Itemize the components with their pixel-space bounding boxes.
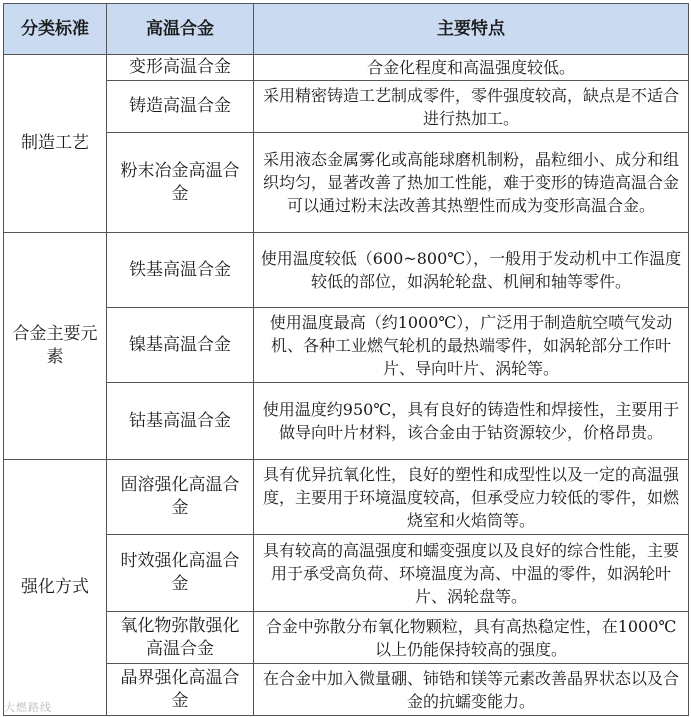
header-alloy: 高温合金 [107,4,254,55]
feature-cell: 合金中弥散分布氧化物颗粒，具有高热稳定性，在1000℃以上仍能保持较高的强度。 [254,612,689,664]
feature-cell: 具有较高的高温强度和蠕变强度以及良好的综合性能，主要用于承受高负荷、环境温度为高、中温的零件，如涡轮叶片、涡轮盘等。 [254,535,689,612]
watermark: 大燃路线 [4,701,52,714]
alloy-name-cell: 氧化物弥散强化高温合金 [107,612,254,664]
table-row [4,664,689,716]
header-category: 分类标准 [4,4,107,55]
alloy-name-cell: 粉末冶金高温合金 [107,133,254,233]
feature-cell: 使用温度较低（600~800℃），一般用于发动机中工作温度较低的部位，如涡轮轮盘、机闸和轴等零件。 [254,233,689,308]
header-features: 主要特点 [254,4,689,55]
alloy-name-cell: 晶界强化高温合金 [107,664,254,716]
alloy-name-cell: 固溶强化高温合金 [107,460,254,535]
feature-cell: 合金化程度和高温强度较低。 [254,55,689,81]
alloy-name-cell: 镍基高温合金 [107,308,254,383]
feature-cell: 使用温度最高（约1000℃），广泛用于制造航空喷气发动机、各种工业燃气轮机的最热端零件，如涡轮部分工作叶片、导向叶片、涡轮等。 [254,308,689,383]
alloy-name-cell: 变形高温合金 [107,55,254,81]
feature-cell: 具有优异抗氧化性，良好的塑性和成型性以及一定的高温强度，主要用于环境温度较高，但承受应力较低的零件，如燃烧室和火焰筒等。 [254,460,689,535]
table-row [4,133,689,233]
table-row [4,383,689,460]
alloy-name-cell: 铁基高温合金 [107,233,254,308]
table-row [4,81,689,133]
superalloy-classification-table [3,3,689,716]
table-row [4,308,689,383]
category-cell: 合金主要元素 [4,233,107,460]
feature-cell: 在合金中加入微量硼、铈锆和镁等元素改善晶界状态以及合金的抗蠕变能力。 [254,664,689,716]
table-row [4,460,689,535]
table-row [4,55,689,81]
feature-cell: 采用精密铸造工艺制成零件，零件强度较高，缺点是不适合进行热加工。 [254,81,689,133]
category-cell: 强化方式 [4,460,107,716]
table-header-row [4,4,689,55]
table-row [4,535,689,612]
alloy-name-cell: 铸造高温合金 [107,81,254,133]
table-row [4,612,689,664]
category-cell: 制造工艺 [4,55,107,233]
table-row [4,233,689,308]
feature-cell: 使用温度约950℃，具有良好的铸造性和焊接性，主要用于做导向叶片材料，该合金由于钴资源较少，价格昂贵。 [254,383,689,460]
alloy-name-cell: 钴基高温合金 [107,383,254,460]
alloy-name-cell: 时效强化高温合金 [107,535,254,612]
feature-cell: 采用液态金属雾化或高能球磨机制粉，晶粒细小、成分和组织均匀，显著改善了热加工性能，难于变形的铸造高温合金可以通过粉末法改善其热塑性而成为变形高温合金。 [254,133,689,233]
